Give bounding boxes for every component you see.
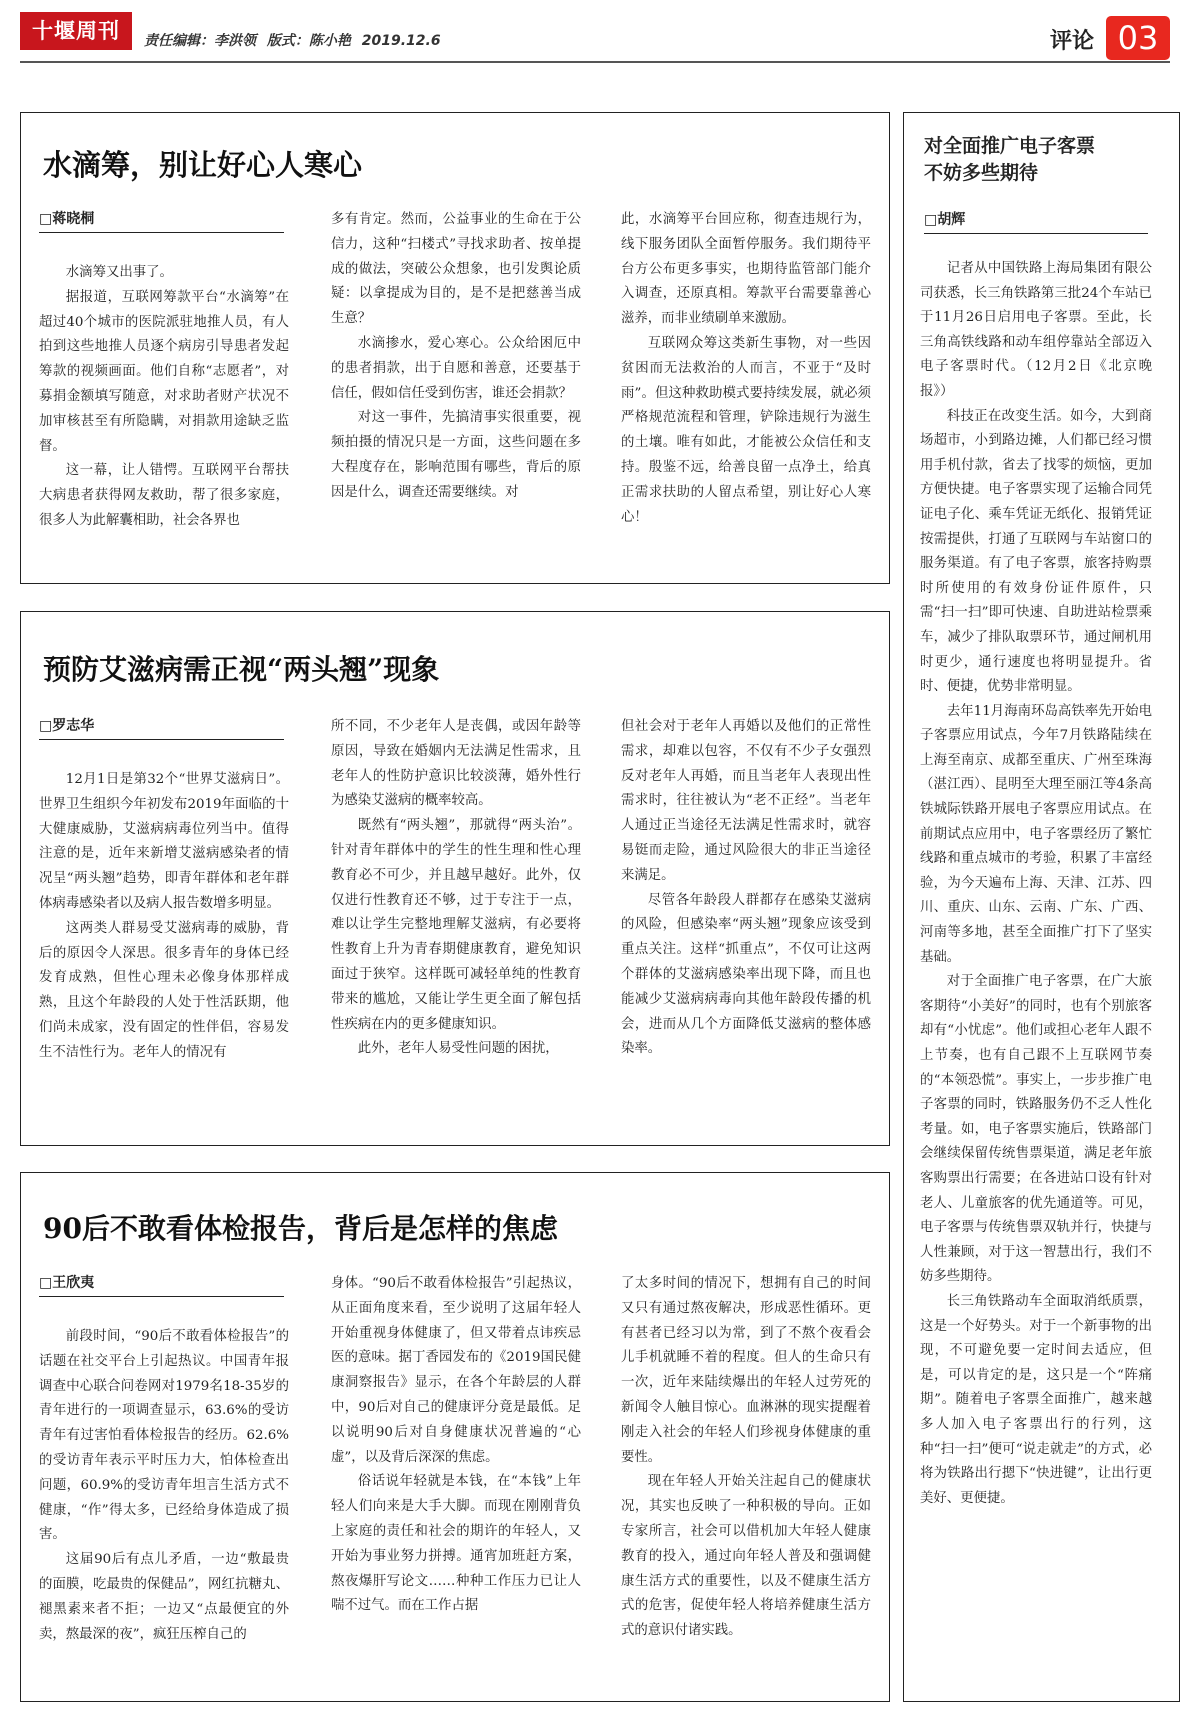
paragraph: 既然有“两头翘”，那就得“两头治”。针对青年群体中的学生的性生理和性心理教育必不可少，并且越早越好。此外，仅仅进行性教育还不够，过于专注于一点，难以让学生完整地理解艾滋病，有必要将性教育上升为青春期健康教育，避免知识面过于狭窄。这样既可减轻单纯的性教育带来的尴尬，又能让学生更全面了解包括性疾病在内的更多健康知识。	[331, 818, 581, 1032]
masthead-logo: 十堰周刊	[20, 12, 132, 50]
article-column-3	[621, 1272, 871, 1644]
page-header	[20, 12, 1190, 58]
paragraph: 多有肯定。然而，公益事业的生命在于公信力，这种“扫楼式”寻找求助者、按单提成的做法，突破公众想象，也引发舆论质疑：以拿提成为目的，是不是把慈善当成生意？	[331, 212, 581, 327]
article-column-3	[621, 208, 871, 530]
paragraph: 互联网众筹这类新生事物，对一些因贫困而无法救治的人而言，不亚于“及时雨”。但这种救助模式要持续发展，就必须严格规范流程和管理，铲除违规行为滋生的土壤。唯有如此，才能被公众信任和支持。殷鉴不远，给善良留一点净土，给真正需求扶助的人留点希望，别让好心人寒心！	[621, 335, 871, 525]
sidebar-body	[920, 257, 1152, 1511]
article-title: 预防艾滋病需正视“两头翘”现象	[43, 653, 440, 686]
paragraph: 对于全面推广电子客票，在广大旅客期待“小美好”的同时，也有个别旅客却有“小忧虑”。他们或担心老年人跟不上节奏，也有自己跟不上互联网节奏的“本领恐慌”。事实上，一步步推广电子客票的同时，铁路服务仍不乏人性化考量。如，电子客票实施后，铁路部门会继续保留传统售票渠道，满足老年旅客购票出行需要；在各进站口设有针对老人、儿童旅客的优先通道等。可见，电子客票与传统售票双轨并行，快捷与人性兼顾，对于这一智慧出行，我们不妨多些期待。	[920, 974, 1152, 1285]
article-byline: □蒋晓桐	[39, 208, 284, 233]
sidebar-title-line-2: 不妨多些期待	[924, 162, 1039, 184]
article-byline: □王欣夷	[39, 1272, 284, 1297]
paragraph: 这两类人群易受艾滋病毒的威胁，背后的原因令人深思。很多青年的身体已经发育成熟，但性心理未必像身体那样成熟，且这个年龄段的人处于性活跃期，他们尚未成家，没有固定的性伴侣，容易发生不洁性行为。老年人的情况有	[39, 920, 289, 1060]
article-2	[20, 611, 890, 1146]
paragraph: 前段时间，“90后不敢看体检报告”的话题在社交平台上引起热议。中国青年报调查中心联合问卷网对1979名18-35岁的青年进行的一项调查显示，63.6%的受访青年有过害怕看体检报告的经历。62.6%的受访青年表示平时压力大，怕体检查出问题，60.9%的受访青年坦言生活方式不健康，“作”得太多，已经给身体造成了损害。	[39, 1329, 289, 1543]
sidebar-byline: □胡辉	[924, 209, 1148, 234]
paragraph: 对这一事件，先搞清事实很重要，视频拍摄的情况只是一方面，这些问题在多大程度存在，影响范围有哪些，背后的原因是什么，调查还需要继续。对	[331, 410, 581, 500]
paragraph: 记者从中国铁路上海局集团有限公司获悉，长三角铁路第三批24个车站已于11月26日启用电子客票。至此，长三角高铁线路和动车组停靠站全部迈入电子客票时代。（12月2日《北京晚报》）	[920, 261, 1152, 399]
paragraph: 科技正在改变生活。如今，大到商场超市，小到路边摊，人们都已经习惯用手机付款，省去了找零的烦恼，更加方便快捷。电子客票实现了运输合同凭证电子化、乘车凭证无纸化、报销凭证按需提供，打通了互联网与车站窗口的服务渠道。有了电子客票，旅客持购票时所使用的有效身份证件原件，只需“扫一扫”即可快速、自助进站检票乘车，减少了排队取票环节，通过闸机用时更少，通行速度也将明显提升。省时、便捷，优势非常明显。	[920, 408, 1152, 695]
article-column-1	[39, 1325, 289, 1647]
header-meta	[144, 30, 447, 50]
article-column-2	[331, 1272, 581, 1619]
sidebar-title	[924, 133, 1095, 187]
paragraph: 水滴筹又出事了。	[65, 265, 173, 280]
article-column-2	[331, 208, 581, 506]
article-title: 90后不敢看体检报告，背后是怎样的焦虑	[43, 1212, 558, 1245]
section-name: 评论	[1049, 29, 1094, 54]
paragraph: 长三角铁路动车全面取消纸质票，这是一个好势头。对于一个新事物的出现，不可避免要一定时间去适应，但是，可以肯定的是，这只是一个“阵痛期”。随着电子客票全面推广，越来越多人加入电子客票出行的行列，这种“扫一扫”便可“说走就走”的方式，必将为铁路出行摁下“快进键”，让出行更美好、更便捷。	[920, 1293, 1152, 1506]
article-title: 水滴筹，别让好心人寒心	[43, 148, 363, 182]
article-3	[20, 1172, 890, 1702]
article-column-3	[621, 715, 871, 1062]
layout-credit: 版式：陈小艳	[266, 33, 351, 49]
article-column-1	[39, 261, 289, 534]
article-column-1	[39, 768, 289, 1066]
paragraph: 所不同，不少老年人是丧偶，或因年龄等原因，导致在婚姻内无法满足性需求，且老年人的性防护意识比较淡薄，婚外性行为感染艾滋病的概率较高。	[331, 719, 581, 809]
article-byline: □罗志华	[39, 715, 284, 740]
sidebar-commentary	[903, 112, 1180, 1702]
paragraph: 身体。“90后不敢看体检报告”引起热议，从正面角度来看，至少说明了这届年轻人开始重视身体健康了，但又带着点讳疾忌医的意味。据丁香园发布的《2019国民健康洞察报告》显示，在各个年龄层的人群中，90后对自己的健康评分竟是最低。足以说明90后对自身健康状况普遍的“心虚”，以及背后深深的焦虑。	[331, 1276, 581, 1465]
header-rule	[20, 61, 1170, 63]
paragraph: 现在年轻人开始关注起自己的健康状况，其实也反映了一种积极的导向。正如专家所言，社会可以借机加大年轻人健康教育的投入，通过向年轻人普及和强调健康生活方式的重要性，以及不健康生活方式的危害，促使年轻人将培养健康生活方式的意识付诸实践。	[621, 1474, 871, 1639]
paragraph: 了太多时间的情况下，想拥有自己的时间又只有通过熬夜解决，形成恶性循环。更有甚者已经习以为常，到了不熬个夜看会儿手机就睡不着的程度。但人的生命只有一次，近年来陆续爆出的年轻人过劳死的新闻令人触目惊心。血淋淋的现实提醒着刚走入社会的年轻人们珍视身体健康的重要性。	[621, 1276, 871, 1465]
editor-credit: 责任编辑：李洪领	[144, 33, 256, 49]
article-column-2	[331, 715, 581, 1062]
sidebar-title-line-1: 对全面推广电子客票	[924, 135, 1096, 157]
issue-date: 2019.12.6	[361, 33, 441, 49]
paragraph: 尽管各年龄段人群都存在感染艾滋病的风险，但感染率“两头翘”现象应该受到重点关注。这样“抓重点”，不仅可让这两个群体的艾滋病感染率出现下降，而且也能减少艾滋病病毒向其他年龄段传播的机会，进而从几个方面降低艾滋病的整体感染率。	[621, 892, 871, 1057]
paragraph: 去年11月海南环岛高铁率先开始电子客票应用试点，今年7月铁路陆续在上海至南京、成都至重庆、广州至珠海（湛江西）、昆明至大理至丽江等4条高铁城际铁路开展电子客票应用试点。在前期试点应用中，电子客票经历了繁忙线路和重点城市的考验，积累了丰富经验，为今天遍布上海、天津、江苏、四川、重庆、山东、云南、广东、广西、河南等多地，甚至全面推广打下了坚实基础。	[920, 703, 1152, 965]
paragraph: 但社会对于老年人再婚以及他们的正常性需求，却难以包容，不仅有不少子女强烈反对老年人再婚，而且当老年人表现出性需求时，往往被认为“老不正经”。当老年人通过正当途径无法满足性需求时，就容易铤而走险，通过风险很大的非正当途径来满足。	[621, 719, 871, 883]
paragraph: 此外，老年人易受性问题的困扰，	[357, 1041, 559, 1057]
paragraph: 12月1日是第32个“世界艾滋病日”。世界卫生组织今年初发布2019年面临的十大健康威胁，艾滋病病毒位列当中。值得注意的是，近年来新增艾滋病感染者的情况呈“两头翘”趋势，即青年群体和老年群体病毒感染者以及病人报告数增多明显。	[39, 772, 289, 911]
paragraph: 据报道，互联网筹款平台“水滴筹”在超过40个城市的医院派驻地推人员，有人拍到这些地推人员逐个病房引导患者发起筹款的视频画面。他们自称“志愿者”，对募捐金额填写随意，对求助者财产状况不加审核甚至有所隐瞒，对捐款用途缺乏监督。	[39, 289, 289, 454]
page-number: 03	[1106, 16, 1170, 60]
paragraph: 这届90后有点儿矛盾，一边“敷最贵的面膜，吃最贵的保健品”，网红抗糖丸、褪黑素来者不拒；一边又“点最便宜的外卖，熬最深的夜”，疯狂压榨自己的	[39, 1552, 289, 1642]
article-1	[20, 112, 890, 584]
paragraph: 此，水滴筹平台回应称，彻查违规行为，线下服务团队全面暂停服务。我们期待平台方公布更多事实，也期待监管部门能介入调查，还原真相。筹款平台需要靠善心滋养，而非业绩刷单来激励。	[621, 212, 871, 327]
paragraph: 这一幕，让人错愕。互联网平台帮扶大病患者获得网友救助，帮了很多家庭，很多人为此解囊相助，社会各界也	[39, 463, 289, 528]
paragraph: 水滴掺水，爱心寒心。公众给困厄中的患者捐款，出于自愿和善意，还要基于信任，假如信任受到伤害，谁还会捐款？	[331, 335, 581, 401]
paragraph: 俗话说年轻就是本钱，在“本钱”上年轻人们向来是大手大脚。而现在刚刚背负上家庭的责任和社会的期许的年轻人，又开始为事业努力拼搏。通宵加班赶方案，熬夜爆肝写论文……种种工作压力已让人喘不过气。而在工作占据	[331, 1474, 581, 1614]
